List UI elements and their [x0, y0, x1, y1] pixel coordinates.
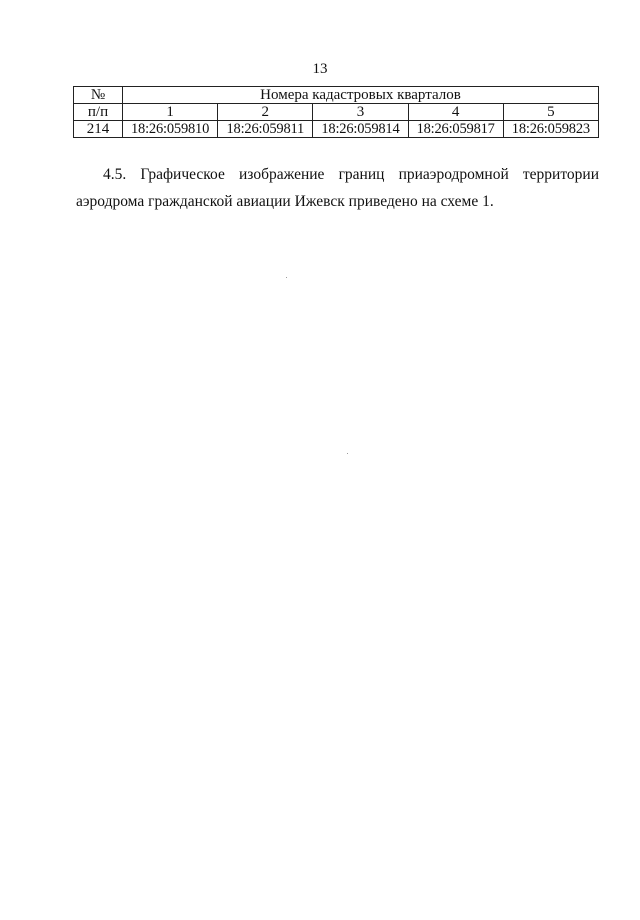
column-number: 5	[503, 104, 598, 121]
table-row	[74, 121, 599, 138]
cadastral-quarter-cell: 18:26:059811	[218, 121, 313, 138]
column-number: 3	[313, 104, 408, 121]
cadastral-quarter-cell: 18:26:059814	[313, 121, 408, 138]
scan-speck	[286, 277, 287, 278]
cadastral-quarter-cell: 18:26:059810	[123, 121, 218, 138]
cadastral-quarter-cell: 18:26:059817	[408, 121, 503, 138]
header-no-symbol: №	[74, 87, 123, 104]
table-header-row	[74, 87, 599, 104]
column-number: 1	[123, 104, 218, 121]
scan-speck	[347, 453, 348, 454]
header-cadastral-quarters: Номера кадастровых кварталов	[123, 87, 599, 104]
section-paragraph: 4.5. Графическое изображение границ приаэродромной территории аэродрома гражданской авиации Ижевск приведено на схеме 1.	[76, 166, 599, 210]
table-subheader-row	[74, 104, 599, 121]
row-number: 214	[74, 121, 123, 138]
cadastral-quarters-table	[73, 86, 599, 138]
cadastral-quarter-cell: 18:26:059823	[503, 121, 598, 138]
column-number: 2	[218, 104, 313, 121]
header-no-pp: п/п	[74, 104, 123, 121]
page-number: 13	[312, 61, 328, 77]
column-number: 4	[408, 104, 503, 121]
